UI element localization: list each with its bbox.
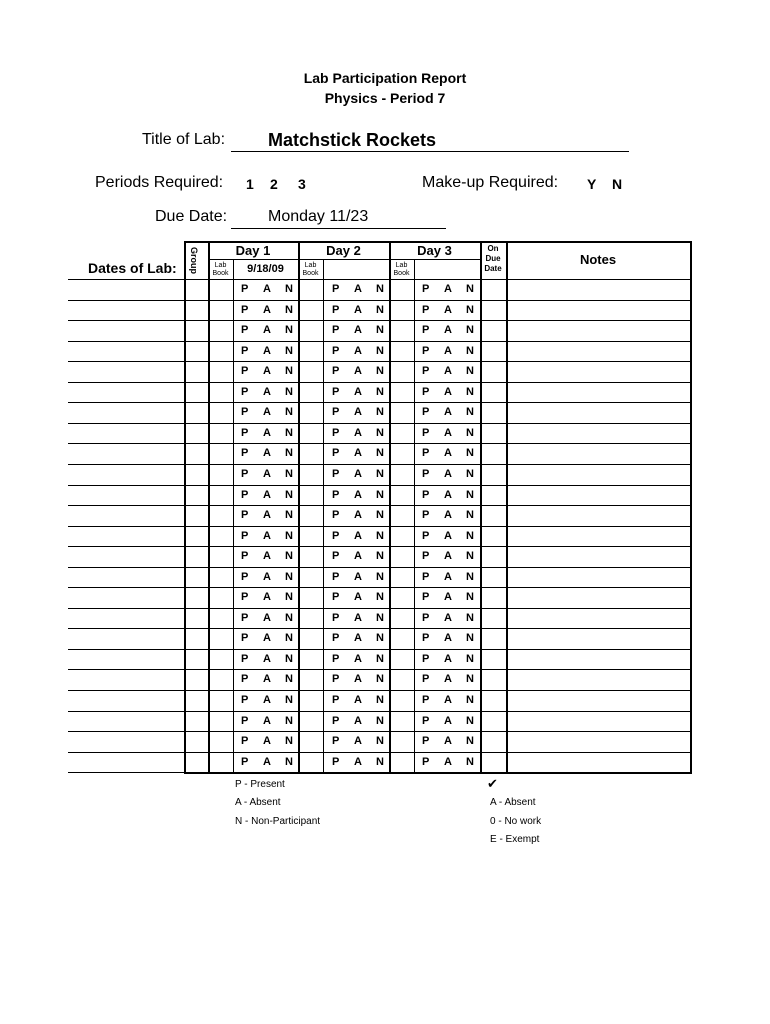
attendance-option-p[interactable]: P bbox=[241, 652, 249, 665]
attendance-option-p[interactable]: P bbox=[422, 735, 430, 748]
attendance-option-n[interactable]: N bbox=[466, 406, 474, 419]
attendance-option-p[interactable]: P bbox=[241, 385, 249, 398]
attendance-option-p[interactable]: P bbox=[422, 467, 430, 480]
table-left-border bbox=[184, 241, 186, 772]
attendance-option-n[interactable]: N bbox=[285, 283, 293, 295]
attendance-option-n[interactable]: N bbox=[466, 714, 474, 727]
due-date-label: Due Date: bbox=[155, 208, 228, 225]
attendance-option-p[interactable]: P bbox=[332, 488, 340, 501]
attendance-option-p[interactable]: P bbox=[241, 755, 249, 768]
row-divider bbox=[68, 485, 690, 486]
attendance-option-a[interactable]: A bbox=[263, 570, 271, 583]
attendance-option-n[interactable]: N bbox=[285, 591, 293, 604]
attendance-option-n[interactable]: N bbox=[376, 283, 384, 295]
attendance-option-p[interactable]: P bbox=[241, 426, 249, 439]
lab-book-divider bbox=[233, 259, 234, 772]
title-of-lab-label: Title of Lab: bbox=[142, 131, 226, 148]
attendance-option-p[interactable]: P bbox=[332, 426, 340, 439]
attendance-option-n[interactable]: N bbox=[466, 385, 474, 398]
attendance-option-p[interactable]: P bbox=[332, 324, 340, 337]
attendance-option-n[interactable]: N bbox=[466, 303, 474, 316]
attendance-option-n[interactable]: N bbox=[376, 509, 384, 522]
attendance-option-p[interactable]: P bbox=[241, 365, 249, 378]
attendance-option-p[interactable]: P bbox=[241, 509, 249, 522]
day-subheader-line bbox=[208, 259, 480, 260]
attendance-option-n[interactable]: N bbox=[466, 324, 474, 337]
day-3-header: Day 3 bbox=[417, 243, 452, 258]
attendance-option-n[interactable]: N bbox=[376, 714, 384, 727]
period-option-3[interactable]: 3 bbox=[298, 176, 306, 192]
attendance-option-p[interactable]: P bbox=[422, 652, 430, 665]
attendance-option-a[interactable]: A bbox=[354, 344, 362, 357]
attendance-option-a[interactable]: A bbox=[354, 324, 362, 337]
makeup-option-y[interactable]: Y bbox=[587, 176, 597, 192]
attendance-option-p[interactable]: P bbox=[422, 385, 430, 398]
attendance-option-a[interactable]: A bbox=[263, 303, 271, 316]
notes-header: Notes bbox=[579, 252, 617, 267]
attendance-option-p[interactable]: P bbox=[422, 426, 430, 439]
attendance-option-n[interactable]: N bbox=[466, 652, 474, 665]
table-column-divider bbox=[480, 241, 482, 772]
attendance-option-a[interactable]: A bbox=[444, 467, 452, 480]
attendance-option-n[interactable]: N bbox=[285, 303, 293, 316]
attendance-option-p[interactable]: P bbox=[422, 344, 430, 357]
attendance-option-a[interactable]: A bbox=[444, 447, 452, 460]
attendance-option-n[interactable]: N bbox=[466, 632, 474, 645]
row-divider bbox=[68, 443, 690, 444]
attendance-option-a[interactable]: A bbox=[444, 694, 452, 706]
attendance-option-p[interactable]: P bbox=[422, 488, 430, 501]
period-option-2[interactable]: 2 bbox=[270, 176, 278, 192]
attendance-option-p[interactable]: P bbox=[332, 509, 340, 522]
attendance-option-p[interactable]: P bbox=[422, 714, 430, 727]
attendance-option-a[interactable]: A bbox=[444, 488, 452, 501]
report-title: Lab Participation Report bbox=[303, 70, 467, 86]
attendance-option-p[interactable]: P bbox=[422, 755, 430, 768]
attendance-option-p[interactable]: P bbox=[332, 467, 340, 480]
attendance-option-a[interactable]: A bbox=[263, 406, 271, 419]
attendance-option-a[interactable]: A bbox=[354, 611, 362, 624]
attendance-option-n[interactable]: N bbox=[376, 324, 384, 337]
row-divider bbox=[68, 628, 690, 629]
row-divider bbox=[68, 772, 184, 773]
attendance-option-a[interactable]: A bbox=[263, 714, 271, 727]
day-2-header: Day 2 bbox=[326, 243, 361, 258]
attendance-option-n[interactable]: N bbox=[285, 406, 293, 419]
row-divider bbox=[68, 505, 690, 506]
attendance-option-n[interactable]: N bbox=[285, 694, 293, 706]
attendance-option-p[interactable]: P bbox=[332, 632, 340, 645]
row-divider bbox=[68, 567, 690, 568]
attendance-option-n[interactable]: N bbox=[285, 755, 293, 768]
attendance-option-p[interactable]: P bbox=[332, 529, 340, 542]
checkmark-icon: ✔ bbox=[487, 776, 498, 791]
table-column-divider bbox=[208, 241, 210, 772]
attendance-option-p[interactable]: P bbox=[241, 303, 249, 316]
attendance-option-p[interactable]: P bbox=[241, 467, 249, 480]
attendance-option-a[interactable]: A bbox=[444, 344, 452, 357]
row-divider bbox=[68, 731, 690, 732]
attendance-option-a[interactable]: A bbox=[354, 283, 362, 295]
day-3-lab-book-label: Lab Book bbox=[393, 262, 410, 277]
attendance-option-a[interactable]: A bbox=[444, 385, 452, 398]
attendance-option-n[interactable]: N bbox=[466, 509, 474, 522]
attendance-option-p[interactable]: P bbox=[241, 735, 249, 748]
table-right-border bbox=[690, 241, 692, 773]
attendance-option-p[interactable]: P bbox=[332, 694, 340, 706]
attendance-option-p[interactable]: P bbox=[422, 303, 430, 316]
attendance-option-a[interactable]: A bbox=[354, 488, 362, 501]
attendance-option-a[interactable]: A bbox=[263, 509, 271, 522]
attendance-option-a[interactable]: A bbox=[263, 365, 271, 378]
attendance-option-p[interactable]: P bbox=[422, 365, 430, 378]
attendance-option-a[interactable]: A bbox=[263, 632, 271, 645]
attendance-option-a[interactable]: A bbox=[354, 570, 362, 583]
attendance-option-p[interactable]: P bbox=[241, 406, 249, 419]
attendance-option-p[interactable]: P bbox=[422, 406, 430, 419]
attendance-option-p[interactable]: P bbox=[241, 611, 249, 624]
attendance-option-n[interactable]: N bbox=[285, 611, 293, 624]
row-divider bbox=[68, 587, 690, 588]
table-column-divider bbox=[506, 241, 508, 772]
attendance-option-n[interactable]: N bbox=[285, 570, 293, 583]
attendance-option-p[interactable]: P bbox=[332, 406, 340, 419]
dates-of-lab-label: Dates of Lab: bbox=[88, 260, 177, 276]
day-1-date[interactable]: 9/18/09 bbox=[247, 263, 284, 275]
attendance-option-n[interactable]: N bbox=[466, 591, 474, 604]
row-divider bbox=[68, 546, 690, 547]
attendance-option-n[interactable]: N bbox=[376, 652, 384, 665]
attendance-option-a[interactable]: A bbox=[263, 591, 271, 604]
attendance-option-n[interactable]: N bbox=[376, 570, 384, 583]
row-divider bbox=[68, 711, 690, 712]
attendance-option-a[interactable]: A bbox=[354, 385, 362, 398]
row-divider bbox=[68, 649, 690, 650]
table-header-bottom bbox=[68, 279, 690, 280]
attendance-option-n[interactable]: N bbox=[285, 467, 293, 480]
legend-non-participant: N - Non-Participant bbox=[235, 816, 321, 827]
legend-exempt: E - Exempt bbox=[490, 834, 540, 845]
attendance-option-n[interactable]: N bbox=[466, 673, 474, 686]
attendance-option-p[interactable]: P bbox=[332, 365, 340, 378]
lab-book-divider bbox=[323, 259, 324, 772]
attendance-option-p[interactable]: P bbox=[241, 324, 249, 337]
attendance-option-n[interactable]: N bbox=[376, 447, 384, 460]
attendance-option-n[interactable]: N bbox=[376, 673, 384, 686]
attendance-option-a[interactable]: A bbox=[263, 426, 271, 439]
attendance-option-p[interactable]: P bbox=[241, 550, 249, 563]
attendance-option-a[interactable]: A bbox=[444, 426, 452, 439]
row-divider bbox=[68, 464, 690, 465]
attendance-option-a[interactable]: A bbox=[354, 529, 362, 542]
attendance-option-n[interactable]: N bbox=[285, 652, 293, 665]
attendance-option-n[interactable]: N bbox=[285, 365, 293, 378]
attendance-option-n[interactable]: N bbox=[376, 611, 384, 624]
attendance-option-a[interactable]: A bbox=[444, 591, 452, 604]
attendance-option-n[interactable]: N bbox=[466, 611, 474, 624]
row-divider bbox=[68, 423, 690, 424]
attendance-option-p[interactable]: P bbox=[332, 611, 340, 624]
attendance-option-p[interactable]: P bbox=[241, 673, 249, 686]
attendance-option-a[interactable]: A bbox=[444, 714, 452, 727]
row-divider bbox=[68, 361, 690, 362]
legend-no-work: 0 - No work bbox=[490, 816, 542, 827]
attendance-option-n[interactable]: N bbox=[376, 735, 384, 748]
attendance-option-p[interactable]: P bbox=[422, 611, 430, 624]
row-divider bbox=[68, 341, 690, 342]
attendance-option-a[interactable]: A bbox=[354, 714, 362, 727]
day-1-header: Day 1 bbox=[235, 243, 271, 258]
attendance-option-p[interactable]: P bbox=[422, 283, 430, 295]
attendance-option-n[interactable]: N bbox=[376, 632, 384, 645]
attendance-option-a[interactable]: A bbox=[263, 283, 271, 295]
attendance-option-n[interactable]: N bbox=[285, 385, 293, 398]
attendance-option-p[interactable]: P bbox=[332, 344, 340, 357]
attendance-option-a[interactable]: A bbox=[263, 673, 271, 686]
attendance-option-a[interactable]: A bbox=[354, 652, 362, 665]
row-divider bbox=[68, 526, 690, 527]
attendance-option-p[interactable]: P bbox=[332, 385, 340, 398]
attendance-option-n[interactable]: N bbox=[376, 344, 384, 357]
attendance-option-a[interactable]: A bbox=[354, 447, 362, 460]
attendance-option-p[interactable]: P bbox=[241, 447, 249, 460]
attendance-option-n[interactable]: N bbox=[376, 529, 384, 542]
attendance-option-p[interactable]: P bbox=[422, 570, 430, 583]
row-divider bbox=[68, 752, 690, 753]
attendance-option-p[interactable]: P bbox=[332, 591, 340, 604]
attendance-option-a[interactable]: A bbox=[354, 673, 362, 686]
makeup-required-label: Make-up Required: bbox=[422, 174, 559, 191]
attendance-option-a[interactable]: A bbox=[263, 529, 271, 542]
attendance-option-n[interactable]: N bbox=[285, 509, 293, 522]
group-column-header: Group bbox=[189, 247, 199, 274]
row-divider bbox=[68, 402, 690, 403]
attendance-option-p[interactable]: P bbox=[241, 570, 249, 583]
table-bottom-border bbox=[184, 772, 692, 774]
attendance-option-p[interactable]: P bbox=[241, 591, 249, 604]
attendance-option-a[interactable]: A bbox=[354, 509, 362, 522]
attendance-option-p[interactable]: P bbox=[422, 324, 430, 337]
report-subtitle: Physics - Period 7 bbox=[324, 90, 446, 106]
attendance-option-a[interactable]: A bbox=[444, 550, 452, 563]
attendance-option-p[interactable]: P bbox=[241, 488, 249, 501]
table-top-border bbox=[184, 241, 690, 243]
attendance-option-n[interactable]: N bbox=[376, 550, 384, 563]
attendance-option-n[interactable]: N bbox=[466, 426, 474, 439]
attendance-option-p[interactable]: P bbox=[422, 550, 430, 563]
attendance-option-n[interactable]: N bbox=[285, 324, 293, 337]
period-option-1[interactable]: 1 bbox=[246, 176, 254, 192]
attendance-option-p[interactable]: P bbox=[241, 632, 249, 645]
makeup-option-n[interactable]: N bbox=[612, 176, 623, 192]
attendance-option-n[interactable]: N bbox=[285, 344, 293, 357]
attendance-option-p[interactable]: P bbox=[422, 694, 430, 706]
attendance-option-n[interactable]: N bbox=[376, 591, 384, 604]
attendance-option-n[interactable]: N bbox=[285, 550, 293, 563]
lab-book-divider bbox=[414, 259, 415, 772]
attendance-option-a[interactable]: A bbox=[263, 652, 271, 665]
attendance-option-a[interactable]: A bbox=[444, 324, 452, 337]
attendance-option-p[interactable]: P bbox=[422, 529, 430, 542]
attendance-option-a[interactable]: A bbox=[263, 467, 271, 480]
attendance-option-p[interactable]: P bbox=[332, 303, 340, 316]
title-of-lab-value[interactable]: Matchstick Rockets bbox=[268, 130, 437, 150]
due-date-value[interactable]: Monday 11/23 bbox=[268, 208, 369, 225]
attendance-option-a[interactable]: A bbox=[354, 550, 362, 563]
title-of-lab-underline bbox=[231, 151, 629, 152]
attendance-option-n[interactable]: N bbox=[285, 632, 293, 645]
attendance-option-n[interactable]: N bbox=[466, 365, 474, 378]
due-date-underline bbox=[231, 228, 446, 229]
attendance-option-n[interactable]: N bbox=[376, 755, 384, 768]
attendance-option-n[interactable]: N bbox=[466, 550, 474, 563]
row-divider bbox=[68, 320, 690, 321]
attendance-option-n[interactable]: N bbox=[466, 283, 474, 295]
row-divider bbox=[68, 382, 690, 383]
attendance-option-a[interactable]: A bbox=[444, 529, 452, 542]
attendance-option-a[interactable]: A bbox=[444, 365, 452, 378]
attendance-option-n[interactable]: N bbox=[466, 447, 474, 460]
attendance-option-a[interactable]: A bbox=[263, 694, 271, 706]
attendance-option-n[interactable]: N bbox=[285, 735, 293, 748]
attendance-option-n[interactable]: N bbox=[376, 406, 384, 419]
attendance-option-n[interactable]: N bbox=[376, 694, 384, 706]
attendance-option-n[interactable]: N bbox=[466, 467, 474, 480]
legend-right-absent: A - Absent bbox=[490, 797, 536, 808]
attendance-option-p[interactable]: P bbox=[332, 735, 340, 748]
attendance-option-a[interactable]: A bbox=[354, 365, 362, 378]
attendance-option-a[interactable]: A bbox=[263, 488, 271, 501]
legend-present: P - Present bbox=[235, 779, 285, 790]
attendance-option-p[interactable]: P bbox=[332, 447, 340, 460]
attendance-option-a[interactable]: A bbox=[444, 673, 452, 686]
attendance-option-p[interactable]: P bbox=[422, 509, 430, 522]
table-column-divider bbox=[389, 241, 391, 772]
attendance-option-p[interactable]: P bbox=[422, 591, 430, 604]
attendance-option-p[interactable]: P bbox=[241, 714, 249, 727]
attendance-option-a[interactable]: A bbox=[444, 735, 452, 748]
attendance-option-n[interactable]: N bbox=[466, 344, 474, 357]
attendance-option-n[interactable]: N bbox=[285, 673, 293, 686]
day-2-lab-book-label: Lab Book bbox=[302, 262, 319, 277]
attendance-option-a[interactable]: A bbox=[263, 385, 271, 398]
attendance-option-p[interactable]: P bbox=[241, 344, 249, 357]
attendance-option-n[interactable]: N bbox=[285, 714, 293, 727]
attendance-option-a[interactable]: A bbox=[444, 570, 452, 583]
attendance-option-n[interactable]: N bbox=[466, 488, 474, 501]
attendance-option-a[interactable]: A bbox=[263, 755, 271, 768]
attendance-option-n[interactable]: N bbox=[285, 488, 293, 501]
attendance-option-a[interactable]: A bbox=[263, 344, 271, 357]
attendance-option-p[interactable]: P bbox=[241, 283, 249, 295]
attendance-option-a[interactable]: A bbox=[444, 406, 452, 419]
attendance-option-a[interactable]: A bbox=[354, 303, 362, 316]
attendance-option-a[interactable]: A bbox=[444, 303, 452, 316]
attendance-option-p[interactable]: P bbox=[332, 755, 340, 768]
attendance-option-p[interactable]: P bbox=[422, 447, 430, 460]
attendance-option-p[interactable]: P bbox=[241, 694, 249, 706]
attendance-option-a[interactable]: A bbox=[354, 735, 362, 748]
attendance-option-a[interactable]: A bbox=[444, 509, 452, 522]
periods-required-label: Periods Required: bbox=[95, 174, 224, 191]
attendance-option-n[interactable]: N bbox=[466, 570, 474, 583]
attendance-option-a[interactable]: A bbox=[263, 447, 271, 460]
attendance-option-p[interactable]: P bbox=[422, 632, 430, 645]
attendance-option-a[interactable]: A bbox=[354, 467, 362, 480]
attendance-option-a[interactable]: A bbox=[354, 755, 362, 768]
attendance-option-p[interactable]: P bbox=[332, 714, 340, 727]
attendance-option-a[interactable]: A bbox=[354, 591, 362, 604]
legend-absent: A - Absent bbox=[235, 797, 281, 808]
attendance-option-a[interactable]: A bbox=[263, 611, 271, 624]
table-column-divider bbox=[298, 241, 300, 772]
attendance-option-n[interactable]: N bbox=[376, 365, 384, 378]
on-due-date-header: On Due Date bbox=[484, 244, 502, 273]
attendance-option-p[interactable]: P bbox=[422, 673, 430, 686]
attendance-option-a[interactable]: A bbox=[444, 652, 452, 665]
row-divider bbox=[68, 669, 690, 670]
attendance-option-p[interactable]: P bbox=[332, 550, 340, 563]
attendance-option-p[interactable]: P bbox=[241, 529, 249, 542]
attendance-option-a[interactable]: A bbox=[444, 611, 452, 624]
attendance-option-a[interactable]: A bbox=[354, 426, 362, 439]
attendance-option-n[interactable]: N bbox=[376, 426, 384, 439]
attendance-option-a[interactable]: A bbox=[354, 406, 362, 419]
attendance-option-n[interactable]: N bbox=[376, 467, 384, 480]
attendance-option-a[interactable]: A bbox=[444, 283, 452, 295]
row-divider bbox=[68, 300, 690, 301]
attendance-option-n[interactable]: N bbox=[285, 529, 293, 542]
attendance-option-p[interactable]: P bbox=[332, 283, 340, 295]
attendance-option-n[interactable]: N bbox=[466, 529, 474, 542]
attendance-option-n[interactable]: N bbox=[376, 385, 384, 398]
attendance-option-n[interactable]: N bbox=[466, 694, 474, 706]
attendance-option-a[interactable]: A bbox=[263, 550, 271, 563]
day-1-lab-book-label: Lab Book bbox=[212, 262, 229, 277]
attendance-option-n[interactable]: N bbox=[376, 488, 384, 501]
attendance-option-p[interactable]: P bbox=[332, 652, 340, 665]
attendance-option-a[interactable]: A bbox=[263, 735, 271, 748]
attendance-option-p[interactable]: P bbox=[332, 673, 340, 686]
attendance-option-n[interactable]: N bbox=[376, 303, 384, 316]
attendance-option-n[interactable]: N bbox=[285, 426, 293, 439]
attendance-option-a[interactable]: A bbox=[354, 694, 362, 706]
attendance-option-a[interactable]: A bbox=[263, 324, 271, 337]
attendance-option-p[interactable]: P bbox=[332, 570, 340, 583]
attendance-option-a[interactable]: A bbox=[444, 755, 452, 768]
attendance-option-n[interactable]: N bbox=[466, 755, 474, 768]
row-divider bbox=[68, 690, 690, 691]
row-divider bbox=[68, 608, 690, 609]
attendance-option-n[interactable]: N bbox=[466, 735, 474, 748]
attendance-option-n[interactable]: N bbox=[285, 447, 293, 460]
attendance-option-a[interactable]: A bbox=[444, 632, 452, 645]
attendance-option-a[interactable]: A bbox=[354, 632, 362, 645]
